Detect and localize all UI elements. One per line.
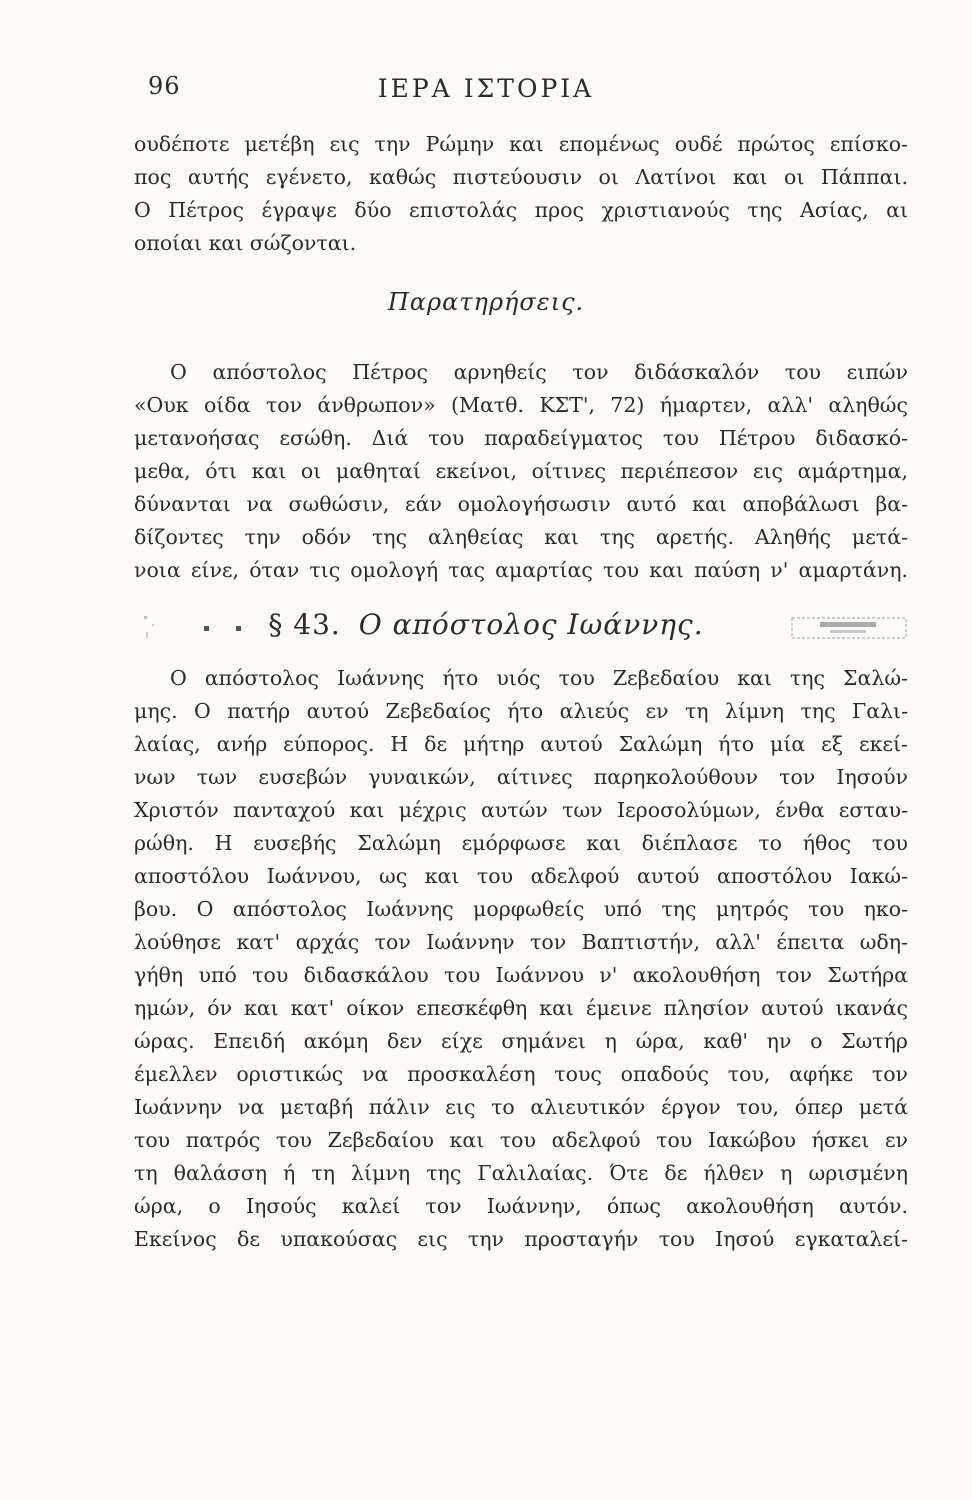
text-line: Ο απόστολος Ιωάννης ήτο υιός του Ζεβεδαίου και της Σαλώ-: [170, 666, 908, 690]
text-line: γήθη υπό του διδασκάλου του Ιωάννου ν' ακολουθήση τον Σωτήρα: [134, 963, 908, 987]
text-line: μετανοήσας εσώθη. Διά του παραδείγματος του Πέτρου διδασκό-: [134, 426, 908, 450]
text-line: ρώθη. Η ευσεβής Σαλώμη εμόρφωσε και διέπλασε το ήθος του: [134, 831, 908, 855]
text-line: αποστόλου Ιωάννου, ως και του αδελφού αυτού αποστόλου Ιακώ-: [134, 864, 908, 888]
observations-heading: Παρατηρήσεις.: [387, 288, 585, 316]
text-line: ώρας. Επειδή ακόμη δεν είχε σημάνει η ώρα, καθ' ην ο Σωτήρ: [134, 1029, 908, 1053]
running-title: ΙΕΡΑ ΙΣΤΟΡΙΑ: [377, 74, 595, 103]
section-number: § 43.: [268, 608, 341, 641]
text-line: Εκείνος δε υπακούσας εις την προσταγήν του Ιησού εγκαταλεί-: [134, 1227, 908, 1251]
text-line: ώρα, ο Ιησούς καλεί τον Ιωάννην, όπως ακολουθήση αυτόν.: [134, 1194, 908, 1218]
text-line: οποίαι και σώζονται.: [134, 231, 357, 255]
text-line: λαίας, ανήρ εύπορος. Η δε μήτηρ αυτού Σαλώμη ήτο μία εξ εκεί-: [134, 732, 908, 756]
text-line: δίζοντες την οδόν της αληθείας και της αρετής. Αληθής μετά-: [134, 525, 908, 549]
text-line: Ο Πέτρος έγραψε δύο επιστολάς προς χριστιανούς της Ασίας, αι: [134, 198, 908, 222]
text-line: βου. Ο απόστολος Ιωάννης μορφωθείς υπό της μητρός του ηκο-: [134, 897, 908, 921]
text-line: ημών, όν και κατ' οίκον επεσκέφθη και έμεινε πλησίον αυτού ικανάς: [134, 996, 908, 1020]
text-line: «Ουκ οίδα τον άνθρωπον» (Ματθ. ΚΣΤ', 72) ήμαρτεν, αλλ' αληθώς: [134, 393, 908, 417]
text-line: Ιωάννην να μεταβή πάλιν εις το αλιευτικόν έργον του, όπερ μετά: [134, 1095, 908, 1119]
text-line: μης. Ο πατήρ αυτού Ζεβεδαίος ήτο αλιεύς εν τη λίμνη της Γαλι-: [134, 699, 908, 723]
text-line: Ο απόστολος Πέτρος αρνηθείς τον διδάσκαλόν του ειπών: [170, 360, 908, 384]
page-header: [0, 72, 972, 112]
text-line: νοια είνε, όταν τις ομολογή τας αμαρτίας του και παύση ν' αμαρτάνη.: [134, 558, 908, 582]
paragraph-continuation: [134, 128, 908, 260]
text-line: μεθα, ότι και οι μαθηταί εκείνοι, οίτινες περιέπεσον εις αμάρτημα,: [134, 459, 908, 483]
text-line: ουδέποτε μετέβη εις την Ρώμην και επομένως ουδέ πρώτος επίσκο-: [134, 132, 908, 156]
ornament-right: [790, 612, 908, 642]
text-line: έμελλεν οριστικώς να προσκαλέση τους οπαδούς του, αφήκε τον: [134, 1062, 908, 1086]
page-number: 96: [148, 72, 181, 100]
text-line: τη θαλάσση ή τη λίμνη της Γαλιλαίας. Ότε δε ήλθεν η ωρισμένη: [134, 1161, 908, 1185]
text-line: λούθησε κατ' αρχάς τον Ιωάννην τον Βαπτιστήν, αλλ' έπειτα ωδη-: [134, 930, 908, 954]
text-line: πος αυτής εγένετο, καθώς πιστεύουσιν οι Λατίνοι και οι Πάππαι.: [134, 165, 908, 189]
text-line: του πατρός του Ζεβεδαίου και του αδελφού του Ιακώβου ήσκει εν: [134, 1128, 908, 1152]
section-paragraph: [134, 662, 908, 1256]
text-line: δύνανται να σωθώσιν, εάν ομολογήσωσιν αυτό και αποβάλωσι βα-: [134, 492, 908, 516]
observations-paragraph: [134, 356, 908, 587]
text-line: νων των ευσεβών γυναικών, αίτινες παρηκολούθουν τον Ιησούν: [134, 765, 908, 789]
text-line: Χριστόν πανταχού και μέχρις αυτών των Ιεροσολύμων, ένθα εσταυ-: [134, 798, 908, 822]
section-title: Ο απόστολος Ιωάννης.: [358, 608, 704, 641]
